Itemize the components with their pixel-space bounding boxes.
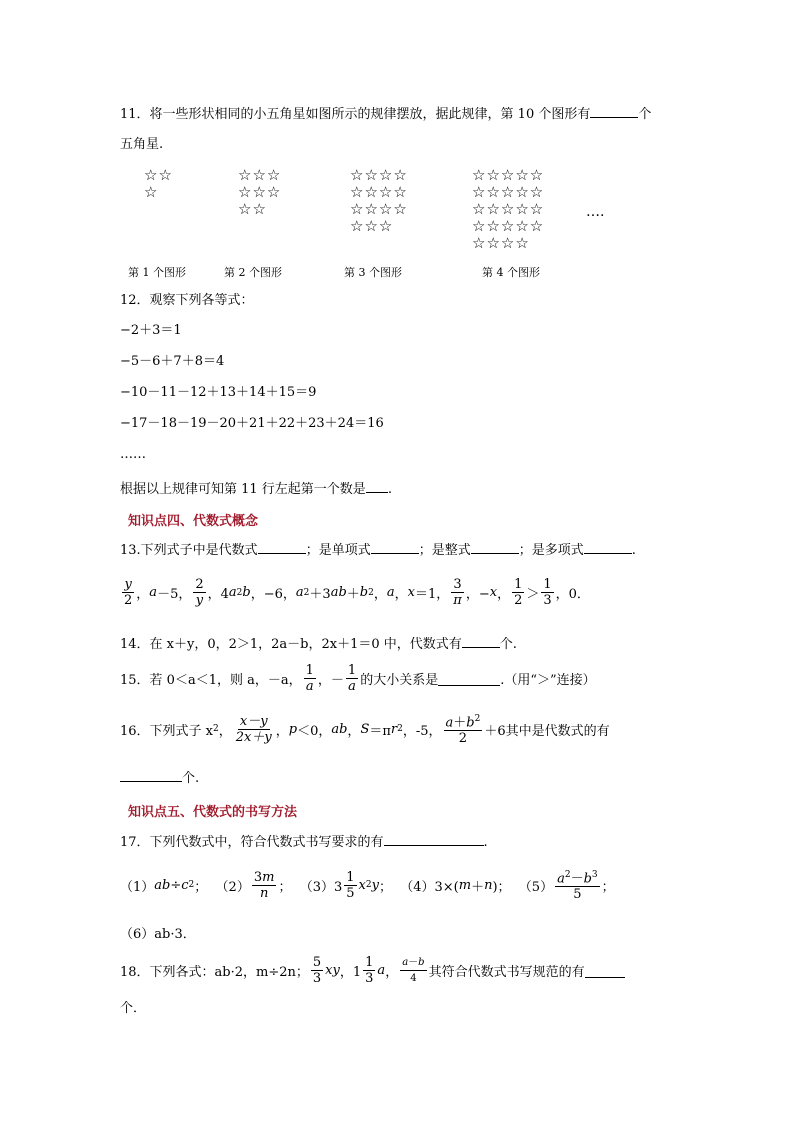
q17-item6: （6）ab·3．: [120, 927, 196, 942]
q12-eq4: −17－18－19－20＋21＋22＋23＋24＝16: [120, 416, 384, 431]
q17-answer-blank[interactable]: [384, 832, 484, 846]
q13-blank-4[interactable]: [584, 540, 632, 554]
section-heading-5: 知识点五、代数式的书写方法: [128, 805, 298, 820]
q12-dots: ……: [120, 447, 146, 462]
q11-text: 11．将一些形状相同的小五角星如图所示的规律摆放，据此规律，第 10 个图形有: [120, 107, 591, 122]
expr-y-over-2: $\frac{y}{2}$: [124, 577, 133, 608]
q12-eq2: −5－6＋7＋8＝4: [120, 354, 225, 369]
expr-2-over-y: $\frac{2}{y}$: [195, 577, 204, 608]
q12-eq3: −10－11－12＋13＋14＋15＝9: [120, 385, 317, 400]
q18-line: 18．下列各式：ab·2，m÷2n； $\frac{5}{3}$ xy ，1 $\frac{1}{3}$ a ， $\frac{a-b}{4}$ 其符合代数式书写规范的有: [120, 955, 625, 986]
q14-line: 14．在 x＋y，0，2＞1，2a－b，2x＋1＝0 中，代数式有 个.: [120, 634, 517, 654]
figure-4-caption: 第 4 个图形: [482, 266, 540, 279]
q16-line: 16．下列式子 x 2 ， $\frac{x-y}{2x+y}$ ， p ＜0， ab ， S ＝π r 2 ，-5， $\frac{a+b^2}{2}$ ＋6 其中是代数式的有: [120, 713, 610, 747]
q13-blank-2[interactable]: [371, 540, 419, 554]
figure-2-caption: 第 2 个图形: [224, 266, 282, 279]
expr-3-over-pi: $\frac{3}{\pi}$: [453, 577, 462, 608]
q11-line1: [120, 104, 651, 124]
q13-blank-3[interactable]: [471, 540, 519, 554]
q18-answer-blank[interactable]: [585, 964, 625, 978]
q12-answer-blank[interactable]: [366, 479, 388, 493]
q15-line: 15．若 0＜a＜1，则 a，－a， $\frac{1}{a}$ ，－ $\frac{1}{a}$ 的大小关系是 .（用“＞”连接）: [120, 663, 596, 694]
q12-intro: 12．观察下列各等式：: [120, 293, 254, 308]
figure-2-stars: ☆☆☆ ☆☆☆ ☆☆: [238, 166, 282, 218]
figure-4-stars: ☆☆☆☆☆ ☆☆☆☆☆ ☆☆☆☆☆ ☆☆☆☆☆ ☆☆☆☆: [472, 166, 545, 252]
q13-blank-1[interactable]: [258, 540, 306, 554]
q17-line: 17．下列代数式中，符合代数式书写要求的有 .: [120, 832, 488, 852]
q12-eq1: −2＋3＝1: [120, 323, 182, 338]
figure-3-stars: ☆☆☆☆ ☆☆☆☆ ☆☆☆☆ ☆☆☆: [350, 166, 408, 235]
q16-answer-blank[interactable]: [120, 768, 182, 782]
q14-answer-blank[interactable]: [462, 634, 500, 648]
q11-answer-blank[interactable]: [590, 104, 638, 118]
q11-line2: 五角星.: [120, 137, 164, 152]
q17-options: （1） ab ÷ c 2 ； （2） $\frac{3m}{n}$ ； （3）3 $\frac{1}{5}$ x 2 y ； （4）3×( m ＋ n )； （5） $\frac{a^2-b^3}{5}$ ；: [120, 869, 615, 903]
q18-unit: 个．: [120, 1001, 147, 1016]
q12-question: 根据以上规律可知第 11 行左起第一个数是 .: [120, 479, 392, 499]
q15-answer-blank[interactable]: [438, 672, 500, 686]
figure-ellipsis: ….: [586, 204, 605, 220]
figure-1-caption: 第 1 个图形: [128, 266, 186, 279]
figure-1-stars: ☆☆ ☆: [144, 166, 173, 201]
section-heading-4: 知识点四、代数式概念: [128, 514, 259, 529]
q13-line: 13.下列式子中是代数式 ；是单项式 ；是整式 ；是多项式 .: [120, 540, 636, 560]
figure-3-caption: 第 3 个图形: [344, 266, 402, 279]
q16-line2: 个.: [120, 768, 199, 788]
q11-unit: 个: [638, 107, 652, 122]
q13-expressions: $\frac{y}{2}$ ， a －5， $\frac{2}{y}$ ，4 a 2 b ，−6， a 2 ＋3 ab ＋ b 2 ， a ， x ＝1， $\frac{3}{\pi}$ ，− x ， $\frac{1}{2}$ ＞ $\frac{1}{3}$ ，0．: [124, 577, 590, 608]
